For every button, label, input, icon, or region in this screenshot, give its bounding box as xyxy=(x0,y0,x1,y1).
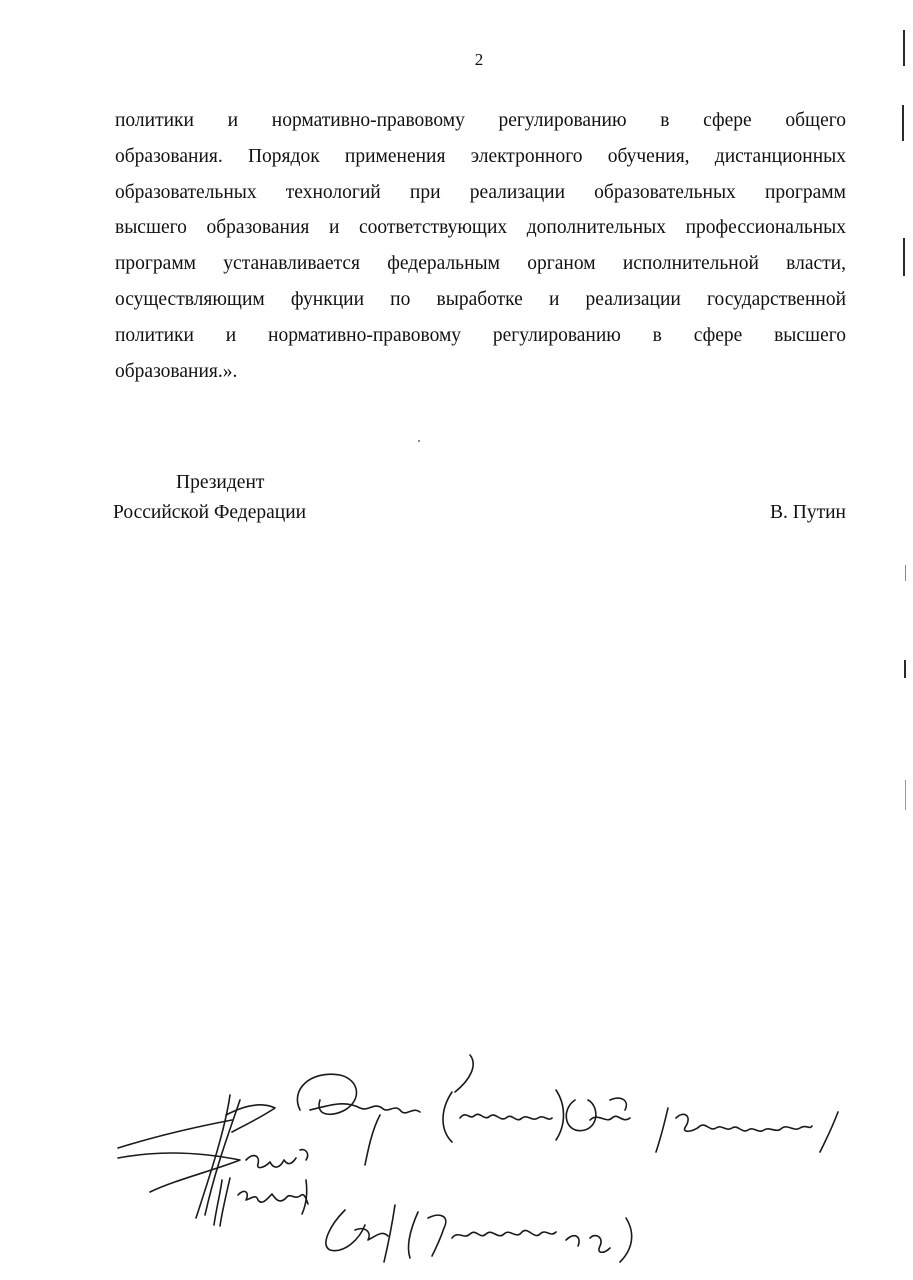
body-line: образования.». xyxy=(115,360,238,382)
signature-gumerova-name xyxy=(408,1212,631,1262)
scan-mark xyxy=(904,660,906,678)
body-line: политики и нормативно-правовому регулированию в сфере общего xyxy=(115,110,846,131)
signer-title-line-1: Президент xyxy=(176,472,265,493)
signature-block xyxy=(113,468,846,528)
body-line: высшего образования и соответствующих дополнительных профессиональных xyxy=(115,217,846,239)
signature-karasin xyxy=(118,1095,308,1218)
signer-name: В. Путин xyxy=(770,502,846,523)
body-line: политики и нормативно-правовому регулированию в сфере высшего xyxy=(115,324,846,346)
signer-title xyxy=(113,468,846,528)
body-line: программ устанавливается федеральным органом исполнительной власти, xyxy=(115,253,846,275)
signer-title-line-2: Российской Федерации xyxy=(113,502,307,523)
signature-chmakhanov-name xyxy=(443,1090,564,1142)
signature-gumerova-mark xyxy=(326,1205,395,1262)
body-line: осуществляющим функции по выработке и реализации государственной xyxy=(115,288,846,310)
dot-artifact xyxy=(418,440,420,442)
body-line: образования. Порядок применения электронного обучения, дистанционных xyxy=(115,145,846,167)
page-number: 2 xyxy=(474,50,484,69)
scan-mark xyxy=(903,30,905,66)
scan-mark xyxy=(905,780,906,810)
signature-karasin-name xyxy=(214,1178,308,1226)
signature-chmakhanov-mark xyxy=(297,1055,473,1165)
scan-mark xyxy=(905,565,906,581)
scan-mark xyxy=(903,238,905,276)
signature-vasiliev-mark xyxy=(566,1098,630,1131)
body-line: образовательных технологий при реализации образовательных программ xyxy=(115,181,846,203)
scan-mark xyxy=(902,105,904,141)
body-text xyxy=(115,103,846,389)
signature-vasiliev-name xyxy=(656,1108,838,1152)
